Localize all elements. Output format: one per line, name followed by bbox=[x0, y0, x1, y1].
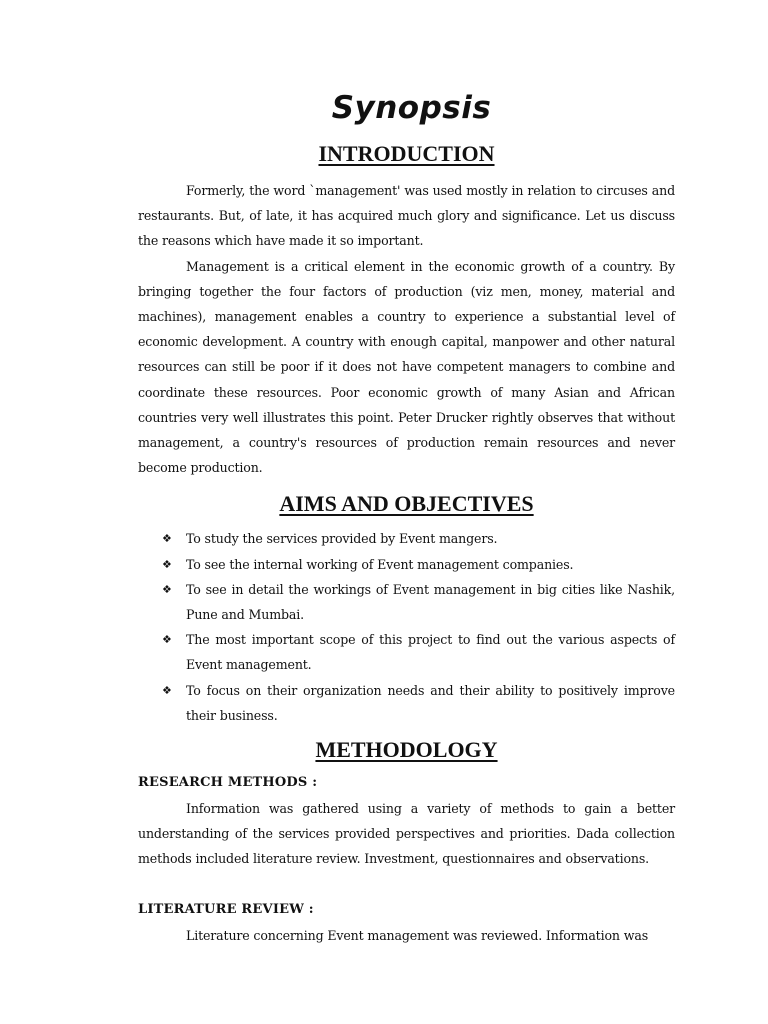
document-title: Synopsis bbox=[331, 90, 492, 126]
aims-list bbox=[138, 526, 675, 728]
introduction-heading: INTRODUCTION bbox=[318, 141, 495, 166]
list-item: ❖ To study the services provided by Event mangers. bbox=[138, 526, 675, 551]
list-item: ❖ To see the internal working of Event management companies. bbox=[138, 552, 675, 577]
aims-heading: AIMS AND OBJECTIVES bbox=[279, 491, 534, 517]
research-methods-subheading: RESEARCH METHODS : bbox=[138, 775, 318, 791]
research-methods-paragraph: Information was gathered using a variety of methods to gain a better understanding of the services provided perspectives and priorities. Dada collection methods included literature review. Investment, questionnaires and observations. bbox=[138, 801, 675, 867]
list-item: ❖ The most important scope of this project to find out the various aspects of Event management. bbox=[138, 627, 675, 677]
document-page bbox=[138, 80, 675, 948]
diamond-bullet-icon: ❖ bbox=[162, 557, 172, 571]
methodology-heading: METHODOLOGY bbox=[315, 737, 498, 763]
list-item: ❖ To focus on their organization needs and their ability to positively improve their business. bbox=[138, 678, 675, 728]
diamond-bullet-icon: ❖ bbox=[162, 633, 172, 647]
introduction-paragraph-1: Formerly, the word `management' was used mostly in relation to circuses and restaurants. But, of late, it has acquired much glory and significance. Let us discuss the reasons which have made it so important. bbox=[138, 183, 675, 249]
diamond-bullet-icon: ❖ bbox=[162, 683, 172, 697]
diamond-bullet-icon: ❖ bbox=[162, 532, 172, 546]
introduction-paragraph-2: Management is a critical element in the economic growth of a country. By bringing together the four factors of production (viz men, money, material and machines), management enables a country to experience a substantial level of economic development. A country with enough capital, manpower and other natural resources can still be poor if it does not have competent managers to combine and coordinate these resources. Poor economic growth of many Asian and African countries very well illustrates this point. Peter Drucker rightly observes that without management, a country's resources of production remain resources and never become production. bbox=[138, 258, 675, 476]
literature-review-subheading: LITERATURE REVIEW : bbox=[138, 901, 314, 917]
diamond-bullet-icon: ❖ bbox=[162, 582, 172, 596]
literature-review-paragraph: Literature concerning Event management was reviewed. Information was bbox=[186, 927, 649, 943]
list-item: ❖ To see in detail the workings of Event management in big cities like Nashik, Pune and Mumbai. bbox=[138, 577, 675, 627]
